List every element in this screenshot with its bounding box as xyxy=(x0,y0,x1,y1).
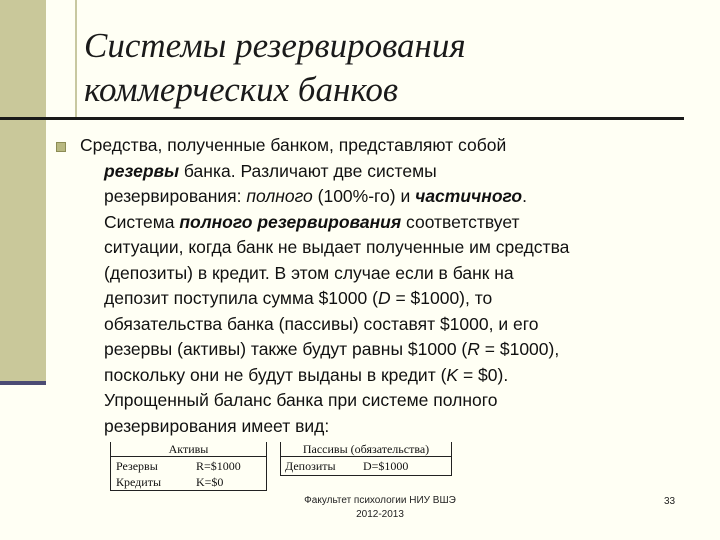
assets-table xyxy=(110,442,267,491)
body-paragraph xyxy=(80,133,690,439)
body-line: ситуации, когда банк не выдает полученные им средства xyxy=(104,237,570,257)
body-line: поскольку они не будут выданы в кредит (K = $0). xyxy=(104,364,509,385)
body-line: обязательства банка (пассивы) составят $1000, и его xyxy=(104,313,539,334)
left-decorative-band xyxy=(0,0,46,381)
body-line: резервы (активы) также будут равны $1000 (R = $1000), xyxy=(104,339,560,359)
body-line: резервирования: полного (100%-го) и частичного. xyxy=(104,186,527,206)
body-line: Средства, полученные банком, представляют собой xyxy=(80,135,507,155)
liability-value: D=$1000 xyxy=(363,459,409,473)
term-partial: частичного xyxy=(415,186,523,206)
liabilities-header: Пассивы (обязательства) xyxy=(281,442,451,457)
body-line: (депозиты) в кредит. В этом случае если в банк на xyxy=(104,262,514,283)
title-rule xyxy=(0,117,684,120)
footer-years: 2012-2013 xyxy=(356,509,404,520)
liability-label: Депозиты xyxy=(285,459,336,473)
title-line-2: коммерческих банков xyxy=(84,70,399,109)
liabilities-table xyxy=(280,442,452,476)
body-line: резервирования имеет вид: xyxy=(104,415,330,436)
footer-faculty: Факультет психологии НИУ ВШЭ xyxy=(304,495,456,506)
term-full-reservation: полного резервирования xyxy=(179,211,402,232)
body-line: Упрощенный баланс банка при системе полного xyxy=(104,390,498,410)
left-band-underline xyxy=(0,381,46,385)
footer xyxy=(300,494,460,522)
page-number: 33 xyxy=(664,496,676,507)
asset-label: Кредиты xyxy=(116,475,162,489)
title-line-1: Системы резервирования xyxy=(84,26,466,65)
assets-header: Активы xyxy=(111,442,266,457)
slide-title xyxy=(84,24,466,112)
asset-label: Резервы xyxy=(116,459,158,473)
square-bullet-icon xyxy=(56,142,66,152)
term-full: полного xyxy=(246,186,313,206)
asset-value: K=$0 xyxy=(196,475,224,489)
body-line: резервы банка. Различают две системы xyxy=(104,160,437,181)
asset-value: R=$1000 xyxy=(196,459,241,473)
body-line: депозит поступила сумма $1000 (D = $1000), то xyxy=(104,288,493,308)
title-vertical-line xyxy=(75,0,77,118)
term-reserves: резервы xyxy=(104,160,180,181)
body-line: Система полного резервирования соответствует xyxy=(104,211,520,232)
